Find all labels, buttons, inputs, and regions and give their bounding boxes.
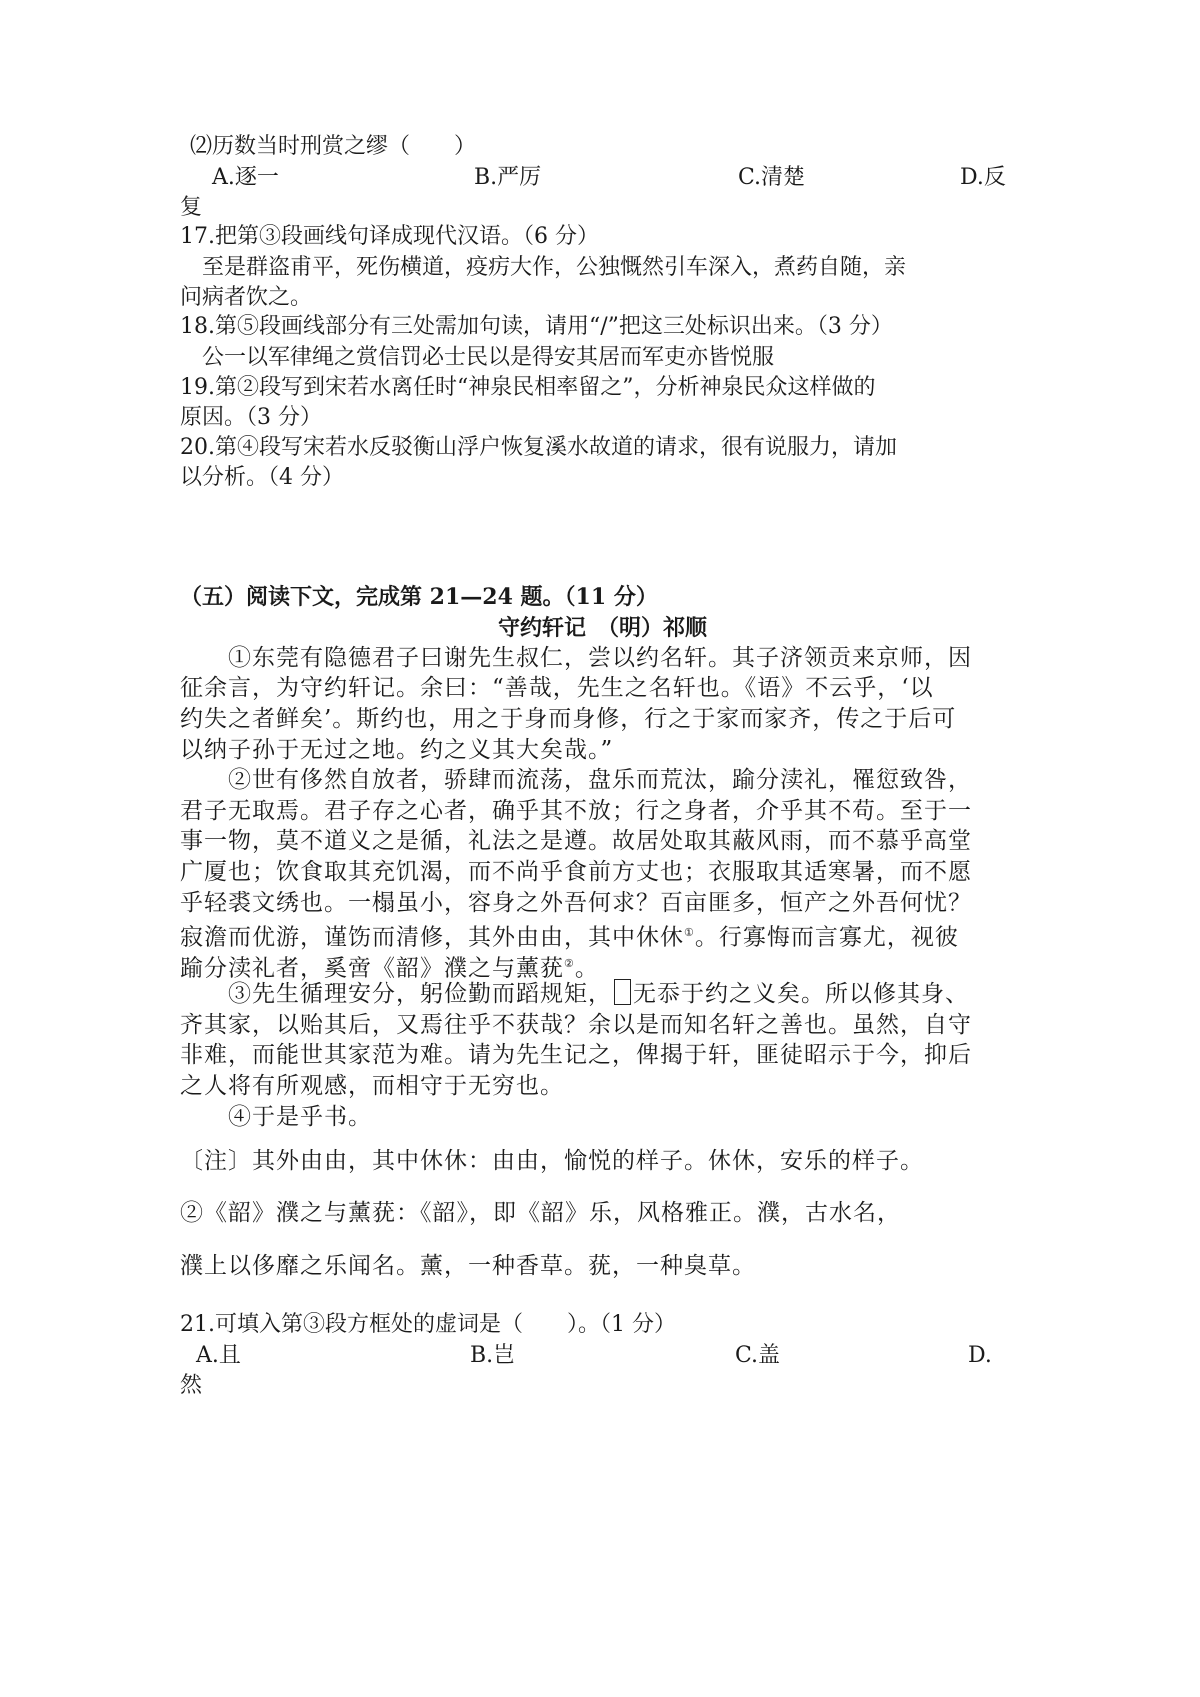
- q16-option-a: A.逐一: [212, 165, 279, 190]
- q17-stem: 17.把第③段画线句译成现代汉语。（6 分）: [180, 224, 599, 249]
- q21-option-d-wrap: 然: [180, 1373, 203, 1398]
- q16-option-b: B.严厉: [474, 165, 542, 190]
- q21-option-d: D.: [968, 1343, 992, 1368]
- passage-p1-line3: 约失之者鲜矣’。斯约也，用之于身而身修，行之于家而家齐，传之于后可: [180, 706, 957, 732]
- passage-p3-line1-text: ③先生循理安分，躬俭勤而蹈规矩，: [228, 981, 612, 1007]
- passage-p2-line5: 乎轻裘文绣也。一榻虽小，容身之外吾何求？百亩匪多，恒产之外吾何忧？: [180, 890, 972, 916]
- passage-p2-line6: [180, 918, 959, 953]
- passage-p2-line1: ②世有侈然自放者，骄肆而流荡，盘乐而荒汰，踰分渎礼，罹愆致咎，: [228, 767, 972, 793]
- q21-option-a: A.且: [196, 1343, 241, 1368]
- passage-p3-line2: 齐其家，以贻其后，又焉往乎不获哉？余以是而知名轩之善也。虽然，自守: [180, 1012, 972, 1038]
- q17-text-line1: 至是群盗甫平，死伤横道，疫疠大作，公独慨然引车深入，煮药自随，亲: [202, 255, 907, 280]
- q17-text-line2: 问病者饮之。: [180, 285, 313, 310]
- q20-line2: 以分析。（4 分）: [180, 465, 344, 490]
- passage-p3-line1: [228, 979, 969, 1009]
- q21-option-b: B.岂: [470, 1343, 516, 1368]
- q20-line1: 20.第④段写宋若水反驳衡山浮户恢复溪水故道的请求，很有说服力，请加: [180, 435, 897, 460]
- section5-heading: （五）阅读下文，完成第 21—24 题。（11 分）: [180, 584, 658, 610]
- q16-option-c: C.清楚: [738, 165, 806, 190]
- passage-p1-line1: ①东莞有隐德君子曰谢先生叔仁，尝以约名轩。其子济领贡来京师，因: [228, 645, 972, 671]
- passage-p2-line7-tail: 。: [574, 955, 599, 982]
- note-1: 〔注〕其外由由，其中休休：由由，愉悦的样子。休休，安乐的样子。: [180, 1148, 924, 1174]
- q19-line1: 19.第②段写到宋若水离任时“神泉民相率留之”，分析神泉民众这样做的: [180, 375, 876, 400]
- passage-p2-line3: 事一物，莫不道义之是循，礼法之是遵。故居处取其蔽风雨，而不慕乎高堂: [180, 828, 972, 854]
- q18-stem: 18.第⑤段画线部分有三处需加句读，请用“/”把这三处标识出来。（3 分）: [180, 314, 893, 339]
- passage-p4: ④于是乎书。: [228, 1104, 372, 1130]
- q16-option-d-wrap: 复: [180, 195, 203, 220]
- note-2-cont: 濮上以侈靡之乐闻名。薰，一种香草。莸，一种臭草。: [180, 1253, 756, 1279]
- passage-p2-line6-text: 寂澹而优游，谨饬而清修，其外由由，其中休休: [180, 924, 684, 951]
- passage-p1-line2: 征余言，为守约轩记。余曰：“善哉，先生之名轩也。《语》不云乎，‘以: [180, 675, 934, 701]
- footnote-mark-1: ①: [684, 926, 695, 939]
- passage-p2-line4: 广厦也；饮食取其充饥渴，而不尚乎食前方丈也；衣服取其适寒暑，而不愿: [180, 859, 972, 885]
- passage-p2-line7-text: 踰分渎礼者，奚啻《韶》濮之与薰莸: [180, 955, 564, 982]
- passage-p1-line4: 以纳子孙于无过之地。约之义其大矣哉。”: [180, 737, 614, 763]
- q21-option-c: C.盖: [735, 1343, 781, 1368]
- q21-stem: 21.可填入第③段方框处的虚词是（ ）。（1 分）: [180, 1312, 676, 1337]
- q18-text: 公一以军律绳之赏信罚必士民以是得安其居而军吏亦皆悦服: [202, 345, 775, 370]
- answer-blank-box: [614, 979, 631, 1005]
- footnote-mark-2: ②: [564, 957, 575, 970]
- passage-p2-line6-tail: 。行寡悔而言寡尤，视彼: [694, 924, 959, 951]
- passage-title: 守约轩记 （明）祁顺: [498, 615, 708, 641]
- passage-p3-line3: 非难，而能世其家范为难。请为先生记之，俾揭于轩，匪徒昭示于今，抑后: [180, 1042, 972, 1068]
- q16-option-d: D.反: [960, 165, 1006, 190]
- passage-p3-line1-tail: 无忝于约之义矣。所以修其身、: [633, 981, 969, 1007]
- q16-part2-stem: ⑵历数当时刑赏之缪（ ）: [190, 134, 477, 159]
- note-2: ②《韶》濮之与薰莸：《韶》，即《韶》乐，风格雅正。濮，古水名，: [180, 1200, 901, 1226]
- q19-line2: 原因。（3 分）: [180, 405, 322, 430]
- passage-p3-line4: 之人将有所观感，而相守于无穷也。: [180, 1073, 564, 1099]
- passage-p2-line2: 君子无取焉。君子存之心者，确乎其不放；行之身者，介乎其不苟。至于一: [180, 798, 972, 824]
